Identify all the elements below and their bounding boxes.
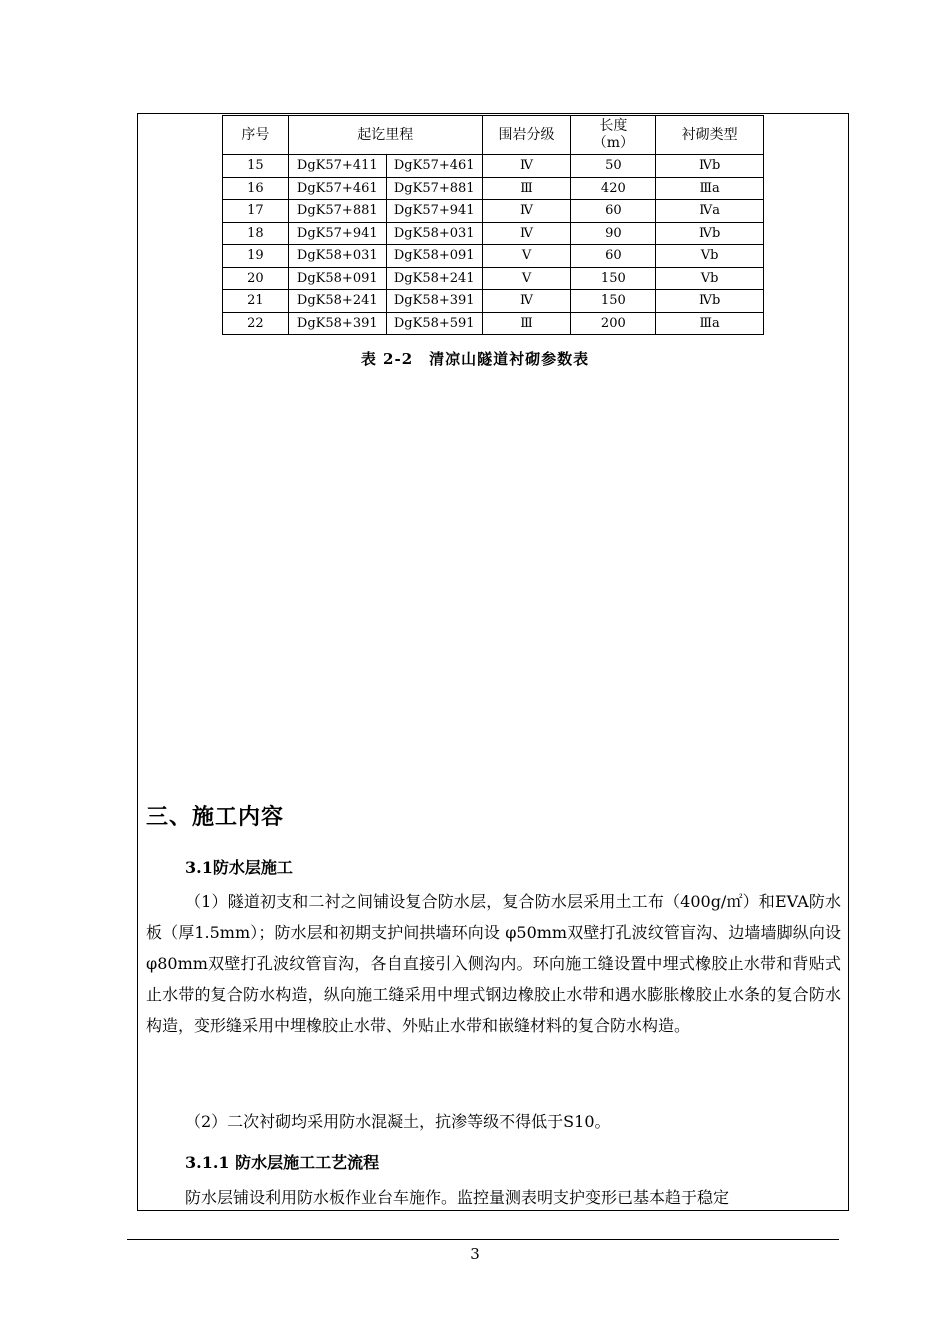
cell-lining-type: Ⅳb [656, 222, 764, 245]
paragraph-1: （1）隧道初支和二衬之间铺设复合防水层，复合防水层采用土工布（400g/㎡）和EVA防水板（厚1.5mm）；防水层和初期支护间拱墙环向设 φ50mm双壁打孔波纹管盲沟、边墙墙脚纵向设 φ80mm双壁打孔波纹管盲沟，各自直接引入侧沟内。环向施工缝设置中埋式橡胶止水带和背贴式止水带的复合防水构造，纵向施工缝采用中埋式钢边橡胶止水带和遇水膨胀橡胶止水条的复合防水构造，变形缝采用中埋橡胶止水带、外贴止水带和嵌缝材料的复合防水构造。 [146, 892, 841, 1035]
cell-start: DgK57+461 [288, 177, 386, 200]
cell-lining-type: Ⅳa [656, 200, 764, 223]
table-row [223, 312, 764, 335]
cell-length: 150 [571, 290, 656, 313]
cell-lining-type: Ⅴb [656, 245, 764, 268]
cell-seq: 22 [223, 312, 289, 335]
cell-lining-type: Ⅲa [656, 177, 764, 200]
paragraph-3: 防水层铺设利用防水板作业台车施作。监控量测表明支护变形已基本趋于稳定 [185, 1188, 730, 1207]
header-length-unit: （m） [592, 135, 634, 151]
cell-start: DgK58+241 [288, 290, 386, 313]
cell-start: DgK57+411 [288, 155, 386, 178]
header-lining-type: 衬砌类型 [656, 116, 764, 155]
cell-end: DgK57+881 [386, 177, 482, 200]
cell-length: 420 [571, 177, 656, 200]
table-row [223, 177, 764, 200]
header-mileage: 起讫里程 [288, 116, 482, 155]
cell-lining-type: Ⅴb [656, 267, 764, 290]
cell-rock-class: Ⅳ [482, 200, 571, 223]
subsection-title-3-1-1: 3.1.1 防水层施工工艺流程 [185, 1153, 380, 1172]
cell-end: DgK58+031 [386, 222, 482, 245]
cell-rock-class: Ⅲ [482, 177, 571, 200]
cell-rock-class: Ⅳ [482, 290, 571, 313]
table-row [223, 200, 764, 223]
table-row [223, 222, 764, 245]
cell-length: 50 [571, 155, 656, 178]
cell-start: DgK57+941 [288, 222, 386, 245]
cell-end: DgK57+461 [386, 155, 482, 178]
page-number: 3 [470, 1245, 480, 1263]
cell-lining-type: Ⅳb [656, 290, 764, 313]
cell-length: 60 [571, 200, 656, 223]
cell-lining-type: Ⅲa [656, 312, 764, 335]
cell-lining-type: Ⅳb [656, 155, 764, 178]
cell-rock-class: Ⅲ [482, 312, 571, 335]
header-rock-class: 围岩分级 [482, 116, 571, 155]
cell-seq: 20 [223, 267, 289, 290]
cell-end: DgK58+391 [386, 290, 482, 313]
section-title: 三、施工内容 [146, 804, 285, 830]
cell-end: DgK58+091 [386, 245, 482, 268]
cell-seq: 18 [223, 222, 289, 245]
table-row [223, 267, 764, 290]
cell-seq: 16 [223, 177, 289, 200]
header-seq: 序号 [223, 116, 289, 155]
table-row [223, 155, 764, 178]
footer-divider [127, 1239, 839, 1240]
cell-rock-class: Ⅳ [482, 222, 571, 245]
table-caption: 表 2-2 清凉山隧道衬砌参数表 [360, 350, 590, 368]
cell-length: 150 [571, 267, 656, 290]
subsection-title-3-1: 3.1防水层施工 [185, 858, 293, 877]
table-row [223, 245, 764, 268]
header-length-label: 长度 [599, 118, 628, 134]
cell-end: DgK58+241 [386, 267, 482, 290]
cell-seq: 15 [223, 155, 289, 178]
cell-rock-class: Ⅳ [482, 155, 571, 178]
cell-seq: 21 [223, 290, 289, 313]
cell-length: 90 [571, 222, 656, 245]
cell-start: DgK58+391 [288, 312, 386, 335]
cell-start: DgK58+031 [288, 245, 386, 268]
lining-parameter-table [222, 115, 764, 335]
cell-start: DgK58+091 [288, 267, 386, 290]
cell-length: 60 [571, 245, 656, 268]
cell-seq: 19 [223, 245, 289, 268]
cell-rock-class: Ⅴ [482, 245, 571, 268]
cell-end: DgK58+591 [386, 312, 482, 335]
header-length [571, 116, 656, 155]
cell-start: DgK57+881 [288, 200, 386, 223]
table-row [223, 290, 764, 313]
paragraph-2: （2）二次衬砌均采用防水混凝土，抗渗等级不得低于S10。 [185, 1112, 611, 1131]
cell-length: 200 [571, 312, 656, 335]
table-header-row [223, 116, 764, 155]
cell-end: DgK57+941 [386, 200, 482, 223]
cell-seq: 17 [223, 200, 289, 223]
cell-rock-class: Ⅴ [482, 267, 571, 290]
